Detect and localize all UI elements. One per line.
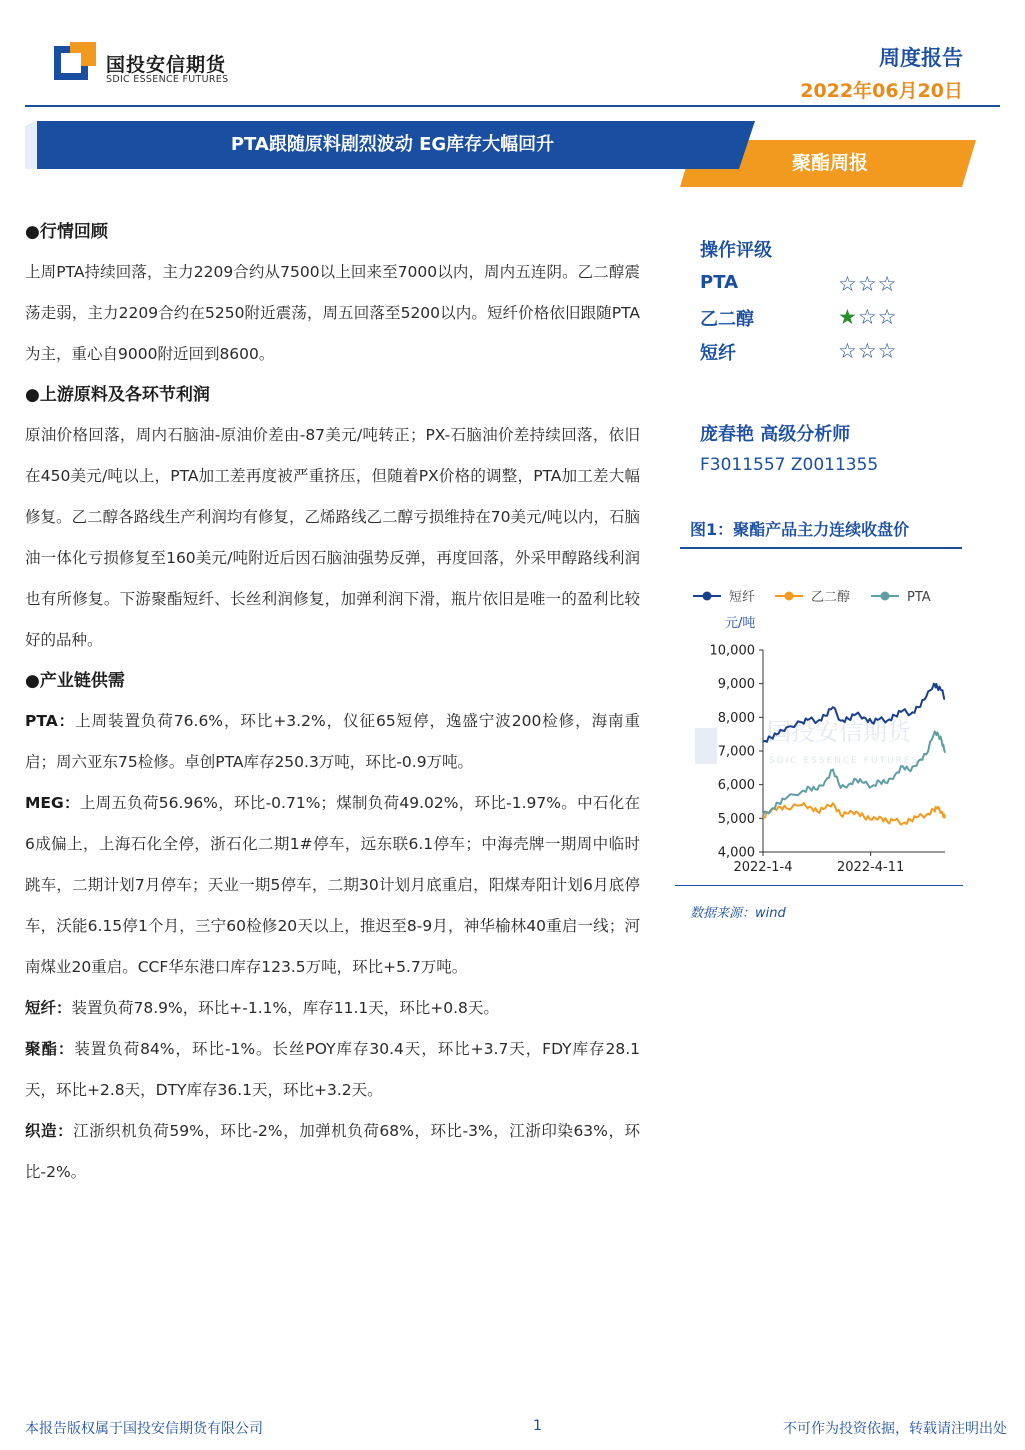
- legend-marker: [881, 592, 890, 601]
- legend-label: 短纤: [729, 590, 756, 605]
- report-category-tag: 聚酯周报: [791, 152, 868, 174]
- y-tick-label: 4,000: [717, 845, 755, 861]
- rating-stars-icon: [838, 339, 897, 363]
- brand-name: 国投安信期货: [106, 54, 227, 76]
- figure-title: 图1：聚酯产品主力连续收盘价: [690, 520, 910, 539]
- report-type: 周度报告: [879, 46, 963, 70]
- price-line-chart: [675, 580, 965, 885]
- star-empty-icon: ☆: [857, 305, 878, 329]
- section-title-market-review: ●行情回顾: [25, 222, 108, 242]
- polyester-label: 聚酯：: [25, 1040, 75, 1058]
- y-tick-label: 5,000: [717, 811, 755, 827]
- legend-marker: [703, 592, 712, 601]
- watermark-logo-icon: [695, 728, 717, 764]
- report-headline: PTA跟随原料剧烈波动 EG库存大幅回升: [230, 134, 555, 155]
- star-filled-icon: ★: [838, 305, 858, 329]
- rating-row-pta: [700, 272, 910, 302]
- rating-row-psf: [700, 339, 910, 369]
- star-empty-icon: ☆: [838, 339, 858, 363]
- footer-disclaimer: 不可作为投资依据，转载请注明出处: [783, 1421, 1007, 1437]
- y-axis-unit-label: 元/吨: [725, 616, 756, 631]
- weaving-label: 织造：: [25, 1122, 74, 1140]
- x-tick-label: 2022-1-4: [733, 860, 793, 875]
- rating-name: PTA: [700, 272, 739, 293]
- y-tick-label: 10,000: [709, 643, 755, 659]
- header-divider: [25, 105, 1000, 107]
- y-tick-label: 9,000: [717, 677, 755, 693]
- rating-stars-icon: [838, 305, 897, 329]
- chart-watermark: 国投安信期货: [767, 718, 911, 746]
- meg-text: 上周五负荷56.96%，环比-0.71%；煤制负荷49.02%，环比-1.97%。中石化在6成偏上，上海石化全停，浙石化二期1#停车，远东联6.1停车；中海壳牌一期周中临时跳车，二期计划7月停车；天业一期5停车，二期30计划月底重启，阳煤寿阳计划6月底停车，沃能6.15停1个月，三宁60检修20天以上，推迟至8-9月，神华榆林40重启一线；河南煤业20重启。CCF华东港口库存123.5万吨，环比+5.7万吨。: [25, 794, 640, 976]
- chart-bottom-divider: [675, 885, 963, 886]
- meg-paragraph: [25, 783, 640, 988]
- legend-marker: [785, 592, 794, 601]
- figure-title-divider: [680, 547, 962, 549]
- star-empty-icon: ☆: [877, 339, 898, 363]
- analyst-name: 庞春艳 高级分析师: [700, 424, 851, 445]
- star-empty-icon: ☆: [857, 339, 878, 363]
- polyester-text: 装置负荷84%，环比-1%。长丝POY库存30.4天，环比+3.7天，FDY库存28.1天，环比+2.8天，DTY库存36.1天，环比+3.2天。: [25, 1040, 640, 1099]
- rating-title: 操作评级: [700, 240, 772, 261]
- y-tick-label: 7,000: [717, 744, 755, 760]
- rating-stars-icon: [838, 272, 897, 296]
- rating-row-meg: [700, 305, 910, 335]
- market-review-text: 上周PTA持续回落，主力2209合约从7500以上回来至7000以内，周内五连阴。乙二醇震荡走弱，主力2209合约在5250附近震荡，周五回落至5200以内。短纤价格依旧跟随PTA为主，重心自9000附近回到8600。: [25, 263, 640, 363]
- section-title-supply-demand: ●产业链供需: [25, 671, 125, 691]
- star-empty-icon: ☆: [857, 272, 878, 296]
- weaving-paragraph: [25, 1111, 640, 1193]
- meg-label: MEG：: [25, 794, 80, 812]
- psf-label: 短纤：: [25, 999, 72, 1017]
- data-source: 数据来源：wind: [690, 906, 786, 921]
- legend-label: 乙二醇: [811, 590, 851, 605]
- legend-label: PTA: [907, 590, 931, 605]
- y-tick-label: 8,000: [717, 710, 755, 726]
- psf-paragraph: [25, 988, 640, 1029]
- star-empty-icon: ☆: [838, 272, 858, 296]
- star-empty-icon: ☆: [877, 305, 898, 329]
- main-content: [25, 212, 640, 1193]
- x-tick-label: 2022-4-11: [837, 860, 905, 875]
- upstream-profit-text: 原油价格回落，周内石脑油-原油价差由-87美元/吨转正；PX-石脑油价差持续回落，依旧在450美元/吨以上，PTA加工差再度被严重挤压，但随着PX价格的调整，PTA加工差大幅修复。乙二醇各路线生产利润均有修复，乙烯路线乙二醇亏损维持在70美元/吨以内，石脑油一体化亏损修复至160美元/吨附近后因石脑油强势反弹，再度回落，外采甲醇路线利润也有所修复。下游聚酯短纤、长丝利润修复，加弹利润下滑，瓶片依旧是唯一的盈利比较好的品种。: [25, 426, 640, 649]
- pta-text: 上周装置负荷76.6%，环比+3.2%，仪征65短停，逸盛宁波200检修，海南重启；周六亚东75检修。卓创PTA库存250.3万吨，环比-0.9万吨。: [25, 712, 640, 771]
- analyst-license-ids: F3011557 Z0011355: [700, 455, 879, 475]
- series-line-乙二醇: [763, 803, 945, 825]
- weaving-text: 江浙织机负荷59%，环比-2%，加弹机负荷68%，环比-3%，江浙印染63%，环比-2%。: [25, 1122, 640, 1181]
- pta-label: PTA：: [25, 712, 76, 730]
- brand-name-english: SDIC ESSENCE FUTURES: [106, 74, 229, 85]
- footer-page-number: 1: [533, 1418, 542, 1434]
- psf-text: 装置负荷78.9%，环比+-1.1%，库存11.1天，环比+0.8天。: [71, 999, 499, 1017]
- star-empty-icon: ☆: [877, 272, 898, 296]
- polyester-paragraph: [25, 1029, 640, 1111]
- rating-name: 短纤: [700, 343, 736, 364]
- footer-copyright: 本报告版权属于国投安信期货有限公司: [25, 1421, 263, 1437]
- rating-name: 乙二醇: [700, 309, 754, 330]
- company-logo: [54, 42, 98, 82]
- chart-watermark-english: SDIC ESSENCE FUTURES: [769, 756, 920, 766]
- report-date: 2022年06月20日: [800, 80, 963, 102]
- y-tick-label: 6,000: [717, 778, 755, 794]
- pta-paragraph: [25, 701, 640, 783]
- section-title-upstream-profit: ●上游原料及各环节利润: [25, 385, 210, 405]
